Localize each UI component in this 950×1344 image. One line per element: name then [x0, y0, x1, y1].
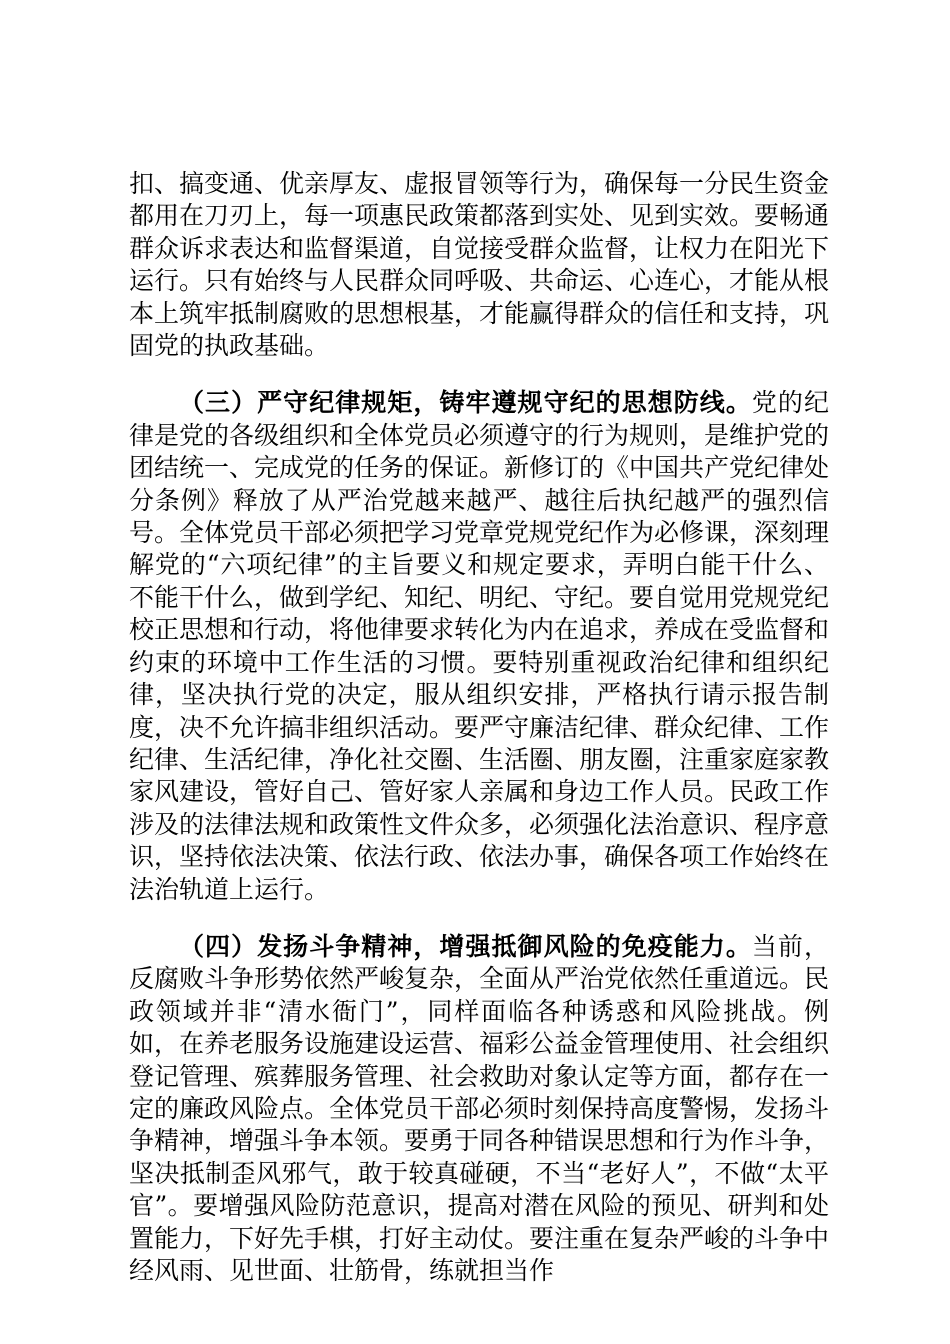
paragraph-body: 党的纪律是党的各级组织和全体党员必须遵守的行为规则，是维护党的团结统一、完成党的任务的保证。新修订的《中国共产党纪律处分条例》释放了从严治党越来越严、越往后执纪越严的强烈信号。全体党员干部必须把学习党章党规党纪作为必修课，深刻理解党的“六项纪律”的主旨要义和规定要求，弄明白能干什么、不能干什么，做到学纪、知纪、明纪、守纪。要自觉用党规党纪校正思想和行动，将他律要求转化为内在追求，养成在受监督和约束的环境中工作生活的习惯。要特别重视政治纪律和组织纪律，坚决执行党的决定，服从组织安排，严格执行请示报告制度，决不允许搞非组织活动。要严守廉洁纪律、群众纪律、工作纪律、生活纪律，净化社交圈、生活圈、朋友圈，注重家庭家教家风建设，管好自己、管好家人亲属和身边工作人员。民政工作涉及的法律法规和政策性文件众多，必须强化法治意识、程序意识，坚持依法决策、依法行政、依法办事，确保各项工作始终在法治轨道上运行。 [129, 388, 830, 904]
paragraph-body: 当前，反腐败斗争形势依然严峻复杂，全面从严治党依然任重道远。民政领域并非“清水衙门”，同样面临各种诱惑和风险挑战。例如，在养老服务设施建设运营、福彩公益金管理使用、社会组织登记管理、殡葬服务管理、社会救助对象认定等方面，都存在一定的廉政风险点。全体党员干部必须时刻保持高度警惕，发扬斗争精神，增强斗争本领。要勇于同各种错误思想和行为作斗争，坚决抵制歪风邪气，敢于较真碰硬，不当“老好人”，不做“太平官”。要增强风险防范意识，提高对潜在风险的预见、研判和处置能力，下好先手棋，打好主动仗。要注重在复杂严峻的斗争中经风雨、见世面、壮筋骨，练就担当作 [129, 931, 830, 1285]
paragraph-section-four [129, 931, 829, 1287]
section-heading: （三）严守纪律规矩，铸牢遵规守纪的思想防线。 [179, 388, 752, 418]
paragraph-body: 扣、搞变通、优亲厚友、虚报冒领等行为，确保每一分民生资金都用在刀刃上，每一项惠民政策都落到实处、见到实效。要畅通群众诉求表达和监督渠道，自觉接受群众监督，让权力在阳光下运行。只有始终与人民群众同呼吸、共命运、心连心，才能从根本上筑牢抵制腐败的思想根基，才能赢得群众的信任和支持，巩固党的执政基础。 [129, 169, 830, 361]
paragraph-continuation [129, 168, 829, 362]
document-page [129, 168, 829, 1287]
section-heading: （四）发扬斗争精神，增强抵御风险的免疫能力。 [179, 931, 752, 961]
paragraph-section-three [129, 387, 829, 906]
